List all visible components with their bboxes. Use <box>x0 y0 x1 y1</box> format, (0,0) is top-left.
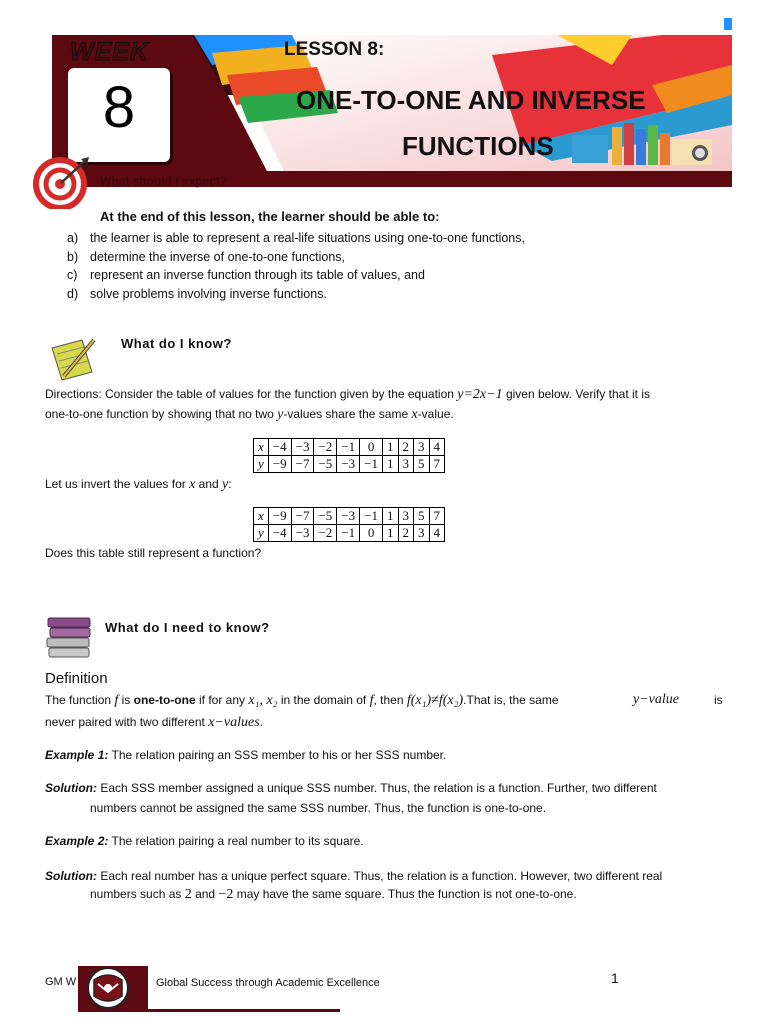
what-should-i-expect-label: What should I expect? <box>100 174 228 188</box>
definition-heading: Definition <box>45 670 108 687</box>
example-1: Example 1: The relation pairing an SSS member to his or her SSS number. <box>45 748 447 762</box>
table-row-x: x −4 −3 −2 −1 0 1 2 3 4 <box>254 439 445 456</box>
lesson-title-line1: ONE-TO-ONE AND INVERSE <box>296 85 646 115</box>
footer-left-text: GM W <box>45 976 77 988</box>
invert-instruction: Let us invert the values for x and y: <box>45 477 232 492</box>
solution-2-line2: numbers such as 2 and −2 may have the same square. Thus the function is not one-to-one. <box>90 887 577 902</box>
notepad-pencil-icon <box>48 334 100 382</box>
example-2: Example 2: The relation pairing a real number to its square. <box>45 834 364 848</box>
table-row-x: x −9 −7 −5 −3 −1 1 3 5 7 <box>254 508 445 525</box>
objectives-intro: At the end of this lesson, the learner should be able to: <box>100 209 440 224</box>
values-table-original <box>253 438 445 473</box>
objective-item: c) represent an inverse function through its table of values, and <box>67 268 425 282</box>
corner-marker <box>724 18 732 30</box>
school-logo-icon <box>86 966 130 1010</box>
definition-line1: The function f is one-to-one if for any x₁, x₂ in the domain of f, then f(x₁)≠f(x₂).That is, the same y−value is <box>45 692 723 708</box>
objectives-list <box>67 229 525 303</box>
target-icon <box>33 157 89 209</box>
what-do-i-need-to-know-title: What do I need to know? <box>105 620 270 635</box>
lesson-title-line2: FUNCTIONS <box>402 131 554 161</box>
function-question: Does this table still represent a function? <box>45 546 262 560</box>
lesson-banner <box>52 35 732 187</box>
objective-item: b) determine the inverse of one-to-one functions, <box>67 249 346 264</box>
week-label: WEEK <box>70 38 149 66</box>
directions-line2: one-to-one function by showing that no two y-values share the same x-value. <box>45 407 454 422</box>
week-number: 8 <box>102 75 136 140</box>
footer-tagline: Global Success through Academic Excellence <box>156 977 380 989</box>
lesson-label: LESSON 8: <box>284 39 385 60</box>
objective-item: d) solve problems involving inverse functions. <box>67 286 327 301</box>
directions-line1: Directions: Consider the table of values for the function given by the equation y=2x−1 given below. Verify that it is <box>45 387 651 402</box>
table-row-y: y −4 −3 −2 −1 0 1 2 3 4 <box>254 525 445 542</box>
solution-1-line2: numbers cannot be assigned the same SSS number. Thus, the function is one-to-one. <box>90 801 547 815</box>
table-row-y: y −9 −7 −5 −3 −1 1 3 5 7 <box>254 456 445 473</box>
objective-item: a) the learner is able to represent a real-life situations using one-to-one functions, <box>67 231 525 245</box>
books-stack-icon <box>45 614 95 660</box>
solution-2-line1: Solution: Each real number has a unique perfect square. Thus, the relation is a function. However, two different real <box>45 869 663 883</box>
solution-1-line1: Solution: Each SSS member assigned a unique SSS number. Thus, the relation is a function. Further, two different <box>45 781 657 795</box>
what-do-i-know-title: What do I know? <box>121 336 232 351</box>
values-table-inverted <box>253 507 445 542</box>
definition-line2: never paired with two different x−values. <box>45 715 263 730</box>
page-number: 1 <box>611 970 619 986</box>
